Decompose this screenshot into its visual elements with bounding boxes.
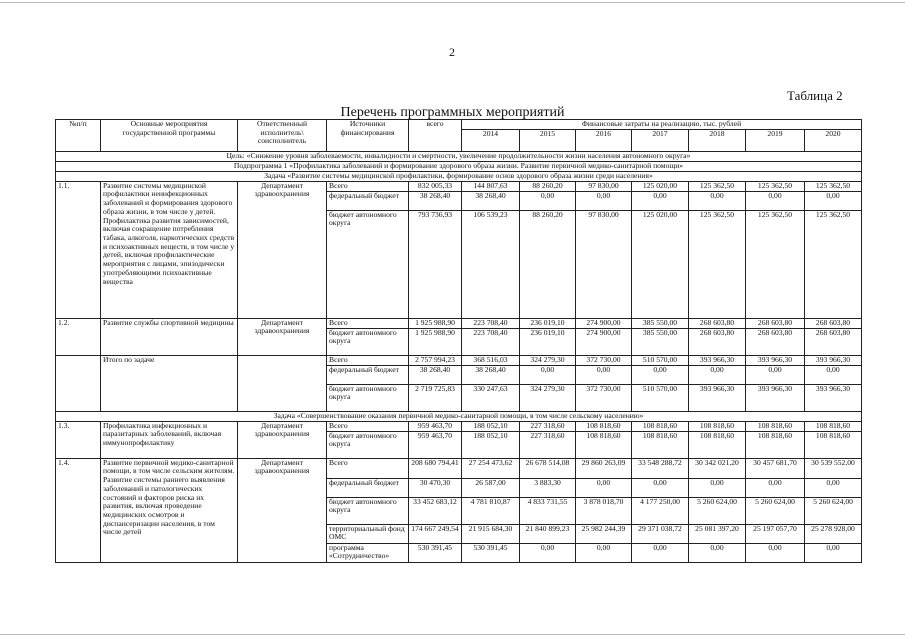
header-responsible: Ответственный исполнитель\ соисполнитель xyxy=(238,120,327,152)
header-year: 2020 xyxy=(805,129,862,151)
table-row xyxy=(56,421,862,431)
value-cell: 324 279,30 xyxy=(520,384,576,411)
bottom-edge-line xyxy=(0,634,905,635)
value-cell: 5 260 624,00 xyxy=(805,497,862,524)
activity-name: Развитие системы медицинской профилактики неинфекционных заболеваний и формирования здорового образа жизни, в том числе у детей. Профилактика развития зависимостей, включая сокращение потребления табака, алкоголя, наркотических средств и психоактивных веществ, в том числе у детей, включая профилактические мероприятия с лицами, эпизодически употребляющими психоактивные вещества xyxy=(101,181,238,318)
value-cell: 108 818,60 xyxy=(576,431,632,458)
value-cell: 125 362,50 xyxy=(746,210,805,318)
value-cell: 0,00 xyxy=(576,365,632,384)
value-cell: 25 197 057,70 xyxy=(746,524,805,543)
value-cell: 223 708,40 xyxy=(462,328,520,355)
value-cell: 97 830,00 xyxy=(576,210,632,318)
value-cell: 30 342 021,20 xyxy=(689,458,746,478)
value-cell: 2 719 725,83 xyxy=(409,384,462,411)
source-label: бюджет автономного округа xyxy=(327,497,409,524)
responsible-dept: Департамент здравоохранения xyxy=(238,181,327,318)
value-cell: 368 516,03 xyxy=(462,355,520,365)
value-cell: 393 966,30 xyxy=(689,355,746,365)
task-row: Задача «Развитие системы медицинской профилактики, формирование основ здорового образа жизни среди населения» xyxy=(56,171,862,181)
value-cell: 125 362,50 xyxy=(689,181,746,191)
header-year: 2017 xyxy=(632,129,689,151)
value-cell: 0,00 xyxy=(520,365,576,384)
source-label: Всего xyxy=(327,181,409,191)
value-cell: 268 603,80 xyxy=(689,328,746,355)
value-cell: 0,00 xyxy=(520,191,576,210)
value-cell: 125 020,00 xyxy=(632,181,689,191)
value-cell: 0,00 xyxy=(746,543,805,562)
value-cell: 0,00 xyxy=(689,365,746,384)
activity-name: Развитие первичной медико-санитарной помощи, в том числе сельским жителям. Развитие системы раннего выявления заболеваний и патологических состояний и факторов риска их развития, включая проведение медицинских осмотров и диспансеризации населения, в том числе детей xyxy=(101,458,238,562)
value-cell: 88 260,20 xyxy=(520,181,576,191)
value-cell: 274 900,00 xyxy=(576,328,632,355)
value-cell: 29 860 263,09 xyxy=(576,458,632,478)
value-cell: 268 603,80 xyxy=(746,328,805,355)
value-cell: 21 840 899,23 xyxy=(520,524,576,543)
value-cell: 0,00 xyxy=(805,543,862,562)
value-cell: 372 730,00 xyxy=(576,355,632,365)
row-number: 1.2. xyxy=(56,318,101,355)
source-label: территориальный фонд ОМС xyxy=(327,524,409,543)
activity-name: Итого по задаче xyxy=(101,355,238,411)
page-number: 2 xyxy=(449,45,455,59)
header-sources: Источники финансирования xyxy=(327,120,409,152)
value-cell: 25 081 397,20 xyxy=(689,524,746,543)
value-cell: 0,00 xyxy=(746,191,805,210)
row-number: 1.4. xyxy=(56,458,101,562)
value-cell: 108 818,60 xyxy=(689,431,746,458)
value-cell: 38 268,40 xyxy=(409,365,462,384)
value-cell: 372 730,00 xyxy=(576,384,632,411)
value-cell: 33 452 683,12 xyxy=(409,497,462,524)
value-cell: 27 254 473,62 xyxy=(462,458,520,478)
header-year: 2016 xyxy=(576,129,632,151)
value-cell: 324 279,30 xyxy=(520,355,576,365)
value-cell: 530 391,45 xyxy=(409,543,462,562)
subprogram-row: Подпрограмма 1 «Профилактика заболеваний и формирование здорового образа жизни. Развитие первичной медико-санитарной помощи» xyxy=(56,161,862,171)
value-cell: 108 818,60 xyxy=(632,431,689,458)
value-cell: 29 371 038,72 xyxy=(632,524,689,543)
source-label: Всего xyxy=(327,318,409,328)
value-cell: 0,00 xyxy=(632,478,689,497)
value-cell: 268 603,80 xyxy=(746,318,805,328)
value-cell: 832 005,33 xyxy=(409,181,462,191)
value-cell: 108 818,60 xyxy=(805,421,862,431)
source-label: Всего xyxy=(327,355,409,365)
value-cell: 0,00 xyxy=(520,543,576,562)
table-title: Перечень программных мероприятий xyxy=(340,105,565,120)
value-cell: 1 925 988,90 xyxy=(409,328,462,355)
value-cell: 25 982 244,39 xyxy=(576,524,632,543)
value-cell: 0,00 xyxy=(576,478,632,497)
value-cell: 5 260 624,00 xyxy=(746,497,805,524)
value-cell: 268 603,80 xyxy=(689,318,746,328)
value-cell: 393 966,30 xyxy=(746,384,805,411)
header-year: 2014 xyxy=(462,129,520,151)
value-cell: 30 470,30 xyxy=(409,478,462,497)
source-label: федеральный бюджет xyxy=(327,191,409,210)
value-cell: 144 807,63 xyxy=(462,181,520,191)
value-cell: 38 268,40 xyxy=(462,191,520,210)
value-cell: 174 667 249,54 xyxy=(409,524,462,543)
row-number: 1.1. xyxy=(56,181,101,318)
header-activity: Основные мероприятия государственной программы xyxy=(101,120,238,152)
source-label: федеральный бюджет xyxy=(327,365,409,384)
header-year: 2018 xyxy=(689,129,746,151)
responsible-dept: Департамент здравоохранения xyxy=(238,421,327,458)
header-total: всего xyxy=(409,120,462,152)
value-cell: 0,00 xyxy=(689,543,746,562)
source-label: бюджет автономного округа xyxy=(327,328,409,355)
task-row: Задача «Совершенствование оказания первичной медико-санитарной помощи, в том числе сельскому населению» xyxy=(56,411,862,421)
value-cell: 2 757 994,23 xyxy=(409,355,462,365)
row-number: 1.3. xyxy=(56,421,101,458)
value-cell: 0,00 xyxy=(746,478,805,497)
row-number xyxy=(56,355,101,411)
value-cell: 108 818,60 xyxy=(746,431,805,458)
value-cell: 385 550,00 xyxy=(632,318,689,328)
value-cell: 125 362,50 xyxy=(746,181,805,191)
value-cell: 38 268,40 xyxy=(462,365,520,384)
value-cell: 3 878 018,70 xyxy=(576,497,632,524)
value-cell: 0,00 xyxy=(632,191,689,210)
value-cell: 97 830,00 xyxy=(576,181,632,191)
responsible-dept: Департамент здравоохранения xyxy=(238,318,327,355)
value-cell: 26 678 514,08 xyxy=(520,458,576,478)
source-label: Всего xyxy=(327,458,409,478)
value-cell: 330 247,63 xyxy=(462,384,520,411)
source-label: программа «Сотрудничество» xyxy=(327,543,409,562)
value-cell: 959 463,70 xyxy=(409,421,462,431)
goal-row: Цель: «Снижение уровня заболеваемости, инвалидности и смертности, увеличение продолжительности жизни населения автономного округа» xyxy=(56,151,862,161)
value-cell: 125 362,50 xyxy=(805,181,862,191)
value-cell: 0,00 xyxy=(576,191,632,210)
value-cell: 4 781 810,87 xyxy=(462,497,520,524)
value-cell: 21 915 684,30 xyxy=(462,524,520,543)
value-cell: 125 362,50 xyxy=(689,210,746,318)
value-cell: 30 539 552,00 xyxy=(805,458,862,478)
value-cell: 30 457 681,70 xyxy=(746,458,805,478)
value-cell: 393 966,30 xyxy=(689,384,746,411)
value-cell: 385 550,00 xyxy=(632,328,689,355)
header-financial: Финансовые затраты на реализацию, тыс. рублей xyxy=(462,120,862,130)
source-label: бюджет автономного округа xyxy=(327,431,409,458)
value-cell: 227 318,60 xyxy=(520,431,576,458)
value-cell: 393 966,30 xyxy=(805,384,862,411)
source-label: бюджет автономного округа xyxy=(327,210,409,318)
value-cell: 4 177 250,00 xyxy=(632,497,689,524)
value-cell: 108 818,60 xyxy=(689,421,746,431)
source-label: Всего xyxy=(327,421,409,431)
value-cell: 268 603,80 xyxy=(805,328,862,355)
value-cell: 108 818,60 xyxy=(805,431,862,458)
value-cell: 1 925 988,90 xyxy=(409,318,462,328)
value-cell: 125 020,00 xyxy=(632,210,689,318)
value-cell: 108 818,60 xyxy=(746,421,805,431)
value-cell: 0,00 xyxy=(689,478,746,497)
table-row xyxy=(56,458,862,478)
value-cell: 188 052,10 xyxy=(462,431,520,458)
source-label: федеральный бюджет xyxy=(327,478,409,497)
responsible-dept xyxy=(238,355,327,411)
activity-name: Профилактика инфекционных и паразитарных заболеваний, включая иммунопрофилактику xyxy=(101,421,238,458)
header-year: 2015 xyxy=(520,129,576,151)
source-label: бюджет автономного округа xyxy=(327,384,409,411)
value-cell: 393 966,30 xyxy=(805,355,862,365)
responsible-dept: Департамент здравоохранения xyxy=(238,458,327,562)
value-cell: 0,00 xyxy=(689,191,746,210)
value-cell: 3 883,30 xyxy=(520,478,576,497)
value-cell: 959 463,70 xyxy=(409,431,462,458)
table-row xyxy=(56,318,862,328)
value-cell: 0,00 xyxy=(576,543,632,562)
value-cell: 530 391,45 xyxy=(462,543,520,562)
value-cell: 393 966,30 xyxy=(746,355,805,365)
value-cell: 5 260 624,00 xyxy=(689,497,746,524)
value-cell: 510 570,00 xyxy=(632,355,689,365)
table-label: Таблица 2 xyxy=(787,88,843,103)
value-cell: 0,00 xyxy=(632,543,689,562)
value-cell: 227 318,60 xyxy=(520,421,576,431)
value-cell: 0,00 xyxy=(805,191,862,210)
table-row xyxy=(56,355,862,365)
value-cell: 38 268,40 xyxy=(409,191,462,210)
value-cell: 125 362,50 xyxy=(805,210,862,318)
value-cell: 4 833 731,55 xyxy=(520,497,576,524)
value-cell: 274 900,00 xyxy=(576,318,632,328)
value-cell: 268 603,80 xyxy=(805,318,862,328)
value-cell: 188 052,10 xyxy=(462,421,520,431)
activity-name: Развитие службы спортивной медицины xyxy=(101,318,238,355)
header-year: 2019 xyxy=(746,129,805,151)
value-cell: 106 539,23 xyxy=(462,210,520,318)
value-cell: 108 818,60 xyxy=(632,421,689,431)
value-cell: 108 818,60 xyxy=(576,421,632,431)
value-cell: 236 019,10 xyxy=(520,318,576,328)
value-cell: 208 680 794,41 xyxy=(409,458,462,478)
value-cell: 236 019,10 xyxy=(520,328,576,355)
value-cell: 0,00 xyxy=(805,478,862,497)
value-cell: 25 278 928,00 xyxy=(805,524,862,543)
header-num: №п/п xyxy=(56,120,101,152)
top-edge-line xyxy=(0,2,905,3)
value-cell: 26 587,00 xyxy=(462,478,520,497)
value-cell: 0,00 xyxy=(632,365,689,384)
value-cell: 88 260,20 xyxy=(520,210,576,318)
value-cell: 0,00 xyxy=(746,365,805,384)
table-row xyxy=(56,181,862,191)
value-cell: 223 708,40 xyxy=(462,318,520,328)
value-cell: 33 548 288,72 xyxy=(632,458,689,478)
value-cell: 510 570,00 xyxy=(632,384,689,411)
value-cell: 0,00 xyxy=(805,365,862,384)
program-activities-table xyxy=(55,119,862,563)
value-cell: 793 736,93 xyxy=(409,210,462,318)
